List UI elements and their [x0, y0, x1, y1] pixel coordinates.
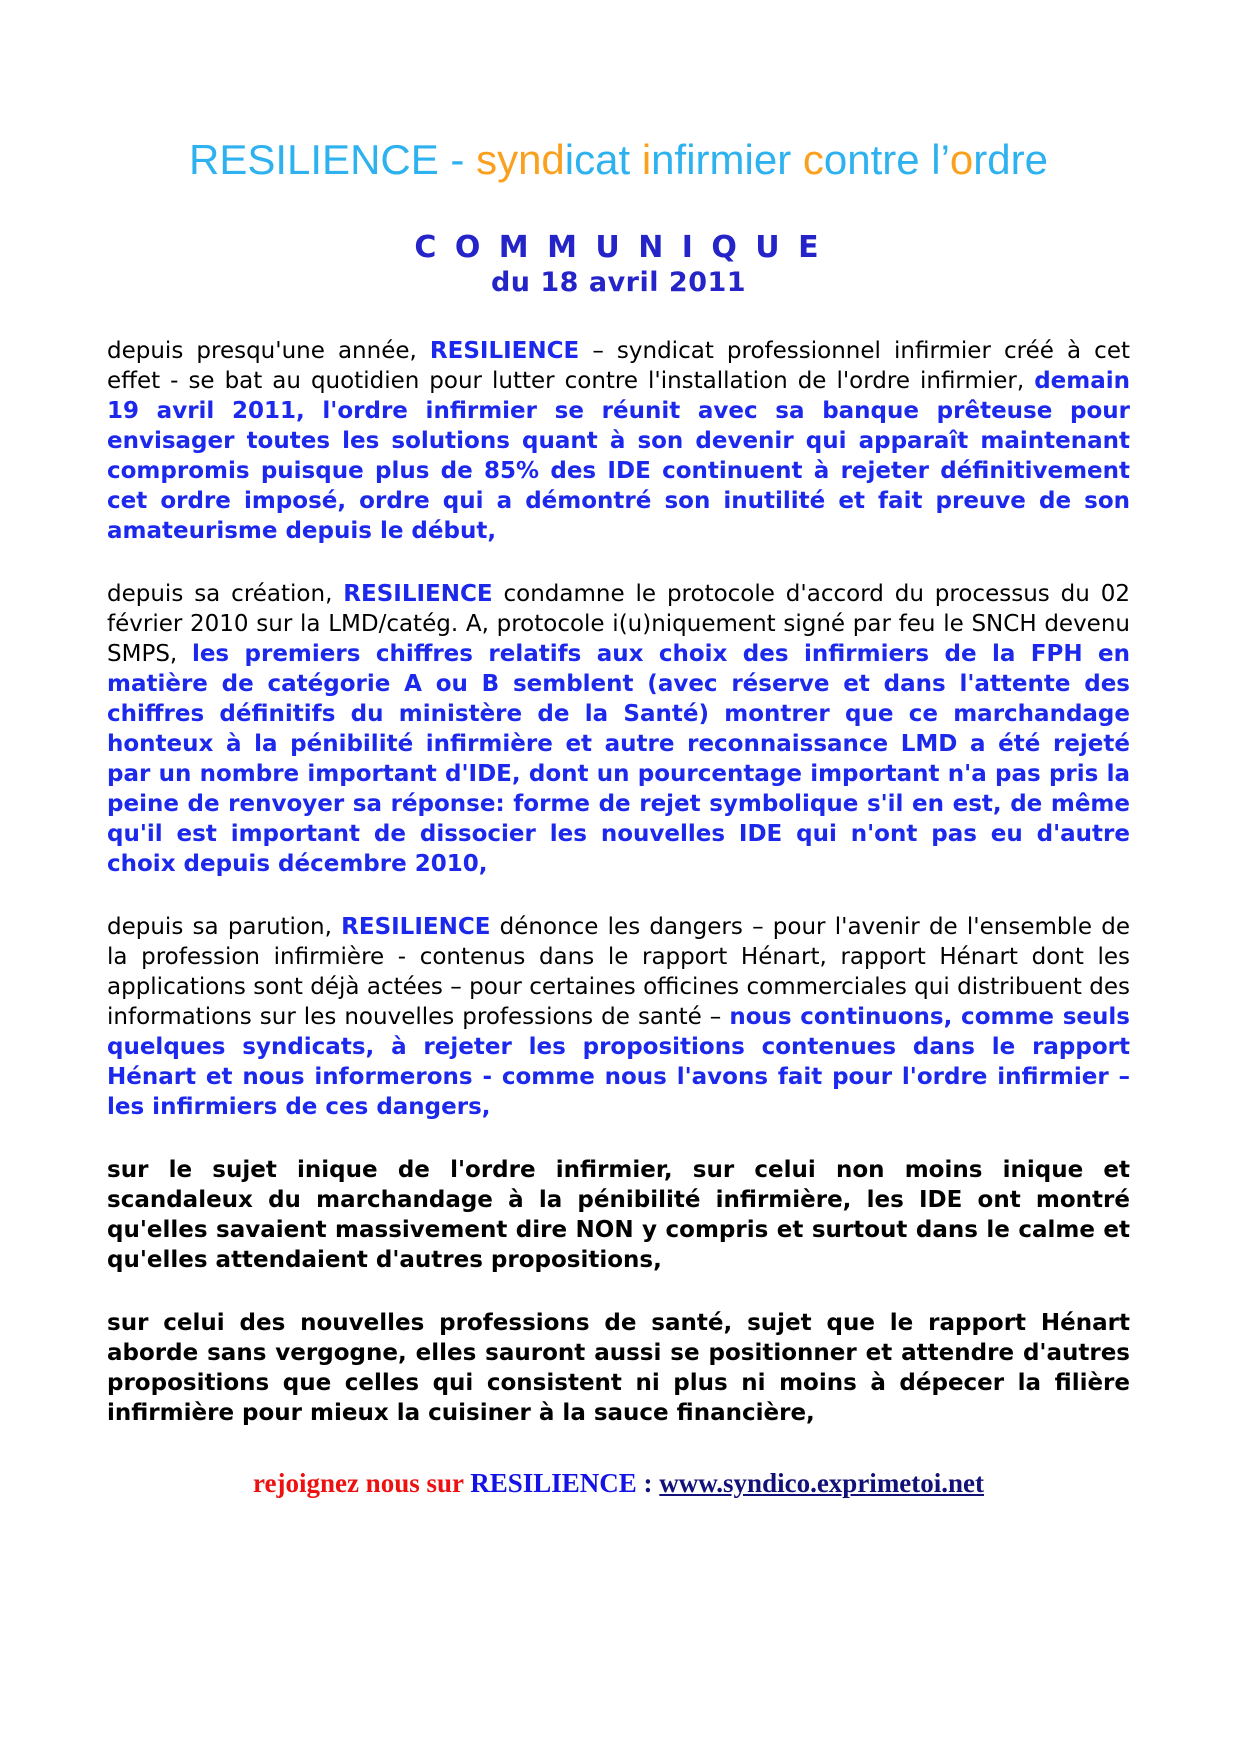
document-title-segment: nfirmier — [651, 136, 803, 183]
footer-line-segment: : — [636, 1468, 660, 1499]
paragraph-2-segment: RESILIENCE — [343, 581, 493, 608]
paragraph-1 — [107, 336, 1130, 546]
document-title — [107, 136, 1130, 184]
paragraph-1-segment: depuis presqu'une année, — [107, 338, 430, 365]
paragraph-5 — [107, 1308, 1130, 1428]
document-body — [107, 336, 1130, 1428]
document-title-segment: synd — [476, 136, 565, 183]
footer-line-segment: RESILIENCE — [470, 1468, 637, 1499]
paragraph-3-segment: RESILIENCE — [341, 914, 491, 941]
paragraph-1-segment: demain 19 avril 2011, l'ordre infirmier se réunit avec sa banque prêteuse pour envisager toutes les solutions quant à son devenir qui apparaît maintenant compromis puisque plus de 85% des IDE continuent à rejeter définitivement cet ordre imposé, ordre qui a démontré son inutilité et fait preuve de son amateurisme depuis le début, — [107, 368, 1130, 545]
paragraph-3-segment: dénonce les dangers – pour l'avenir de l'ensemble de la profession infirmière - contenus dans le rapport Hénart, rapport Hénart dont les applications sont déjà actées – pour certaines officines commerciales qui distribuent des informations sur les nouvelles professions de santé – — [107, 914, 1131, 1031]
paragraph-2-segment: les premiers chiffres relatifs aux choix des infirmiers de la FPH en matière de catégorie A ou B semblent (avec réserve et dans l'attente des chiffres définitifs du ministère de la Santé) montrer que ce marchandage honteux à la pénibilité infirmière et autre reconnaissance LMD a été rejeté par un nombre important d'IDE, dont un pourcentage important n'a pas pris la peine de renvoyer sa réponse: forme de rejet symbolique s'il en est, de même qu'il est important de dissocier les nouvelles IDE qui n'ont pas eu d'autre choix depuis décembre 2010, — [107, 641, 1130, 878]
document-title-segment: ontre l’ — [823, 136, 950, 183]
document-title-segment: o — [949, 136, 974, 183]
paragraph-5-segment: sur celui des nouvelles professions de santé, sujet que le rapport Hénart aborde sans vergogne, elles sauront aussi se positionner et attendre d'autres propositions que celles qui consistent ni plus ni moins à dépecer la filière infirmière pour mieux la cuisiner à la sauce financière, — [107, 1310, 1130, 1427]
document-title-segment: c — [802, 136, 824, 183]
paragraph-4-segment: sur le sujet inique de l'ordre infirmier, sur celui non moins inique et scandaleux du marchandage à la pénibilité infirmière, les IDE ont montré qu'elles savaient massivement dire NON y compris et surtout dans le calme et qu'elles attendaient d'autres propositions, — [107, 1157, 1130, 1274]
paragraph-4 — [107, 1155, 1130, 1275]
communique-date: du 18 avril 2011 — [490, 267, 747, 299]
document-title-segment: i — [641, 136, 652, 183]
footer-line — [107, 1468, 1130, 1499]
communique-heading: C O M M U N I Q U E — [414, 230, 823, 266]
footer-line-segment: rejoignez nous sur — [252, 1468, 471, 1499]
paragraph-1-segment: – syndicat professionnel infirmier créé à cet effet - se bat au quotidien pour lutter contre l'installation de l'ordre infirmier, — [107, 338, 1130, 395]
paragraph-2-segment: condamne le protocole d'accord du processus du 02 février 2010 sur la LMD/catég. A, protocole i(u)niquement signé par feu le SNCH devenu SMPS, — [107, 581, 1130, 668]
document-title-segment: icat — [564, 136, 642, 183]
paragraph-3 — [107, 912, 1130, 1122]
document-title-segment: RESILIENCE - — [189, 136, 477, 183]
footer-link[interactable]: www.syndico.exprimetoi.net — [659, 1468, 985, 1499]
paragraph-3-segment: nous continuons, comme seuls quelques syndicats, à rejeter les propositions contenues dans le rapport Hénart et nous informerons - comme nous l'avons fait pour l'ordre infirmier – les infirmiers de ces dangers, — [107, 1004, 1130, 1121]
paragraph-1-segment: RESILIENCE — [429, 338, 580, 365]
paragraph-2 — [107, 579, 1130, 879]
paragraph-2-segment: depuis sa création, — [107, 581, 344, 608]
document-title-segment: rdre — [973, 136, 1048, 183]
paragraph-3-segment: depuis sa parution, — [107, 914, 342, 941]
